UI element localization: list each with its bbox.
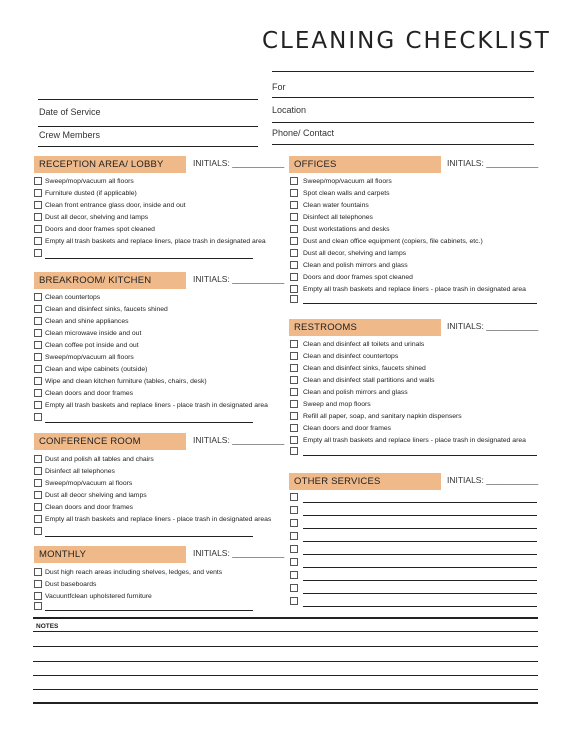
list-item: Clean countertops [45,294,101,301]
list-item: Clean and disinfect sinks, faucets shined [45,306,168,313]
list-item: Furniture dusted (if applicable) [45,190,137,197]
checkbox[interactable] [290,201,298,209]
checkbox[interactable] [290,424,298,432]
blank-entry-line[interactable] [303,567,537,568]
blank-entry-line[interactable] [303,515,537,516]
list-item: Sweep/mop/vacuum all floors [45,354,134,361]
list-item: Clean and disinfect all toilets and urinals [303,341,425,348]
list-item: Clean microwave inside and out [45,330,142,337]
list-item: Doors and door frames spot cleaned [303,274,413,281]
blank-entry-line[interactable] [303,541,537,542]
notes-bottom-rule [33,702,538,704]
checkbox[interactable] [34,568,42,576]
checkbox[interactable] [34,201,42,209]
location-field[interactable] [272,122,534,123]
checkbox[interactable] [290,225,298,233]
blank-entry-line[interactable] [303,528,537,529]
list-item: Dust all decor, shelving and lamps [303,250,407,257]
checkbox[interactable] [290,285,298,293]
checkbox[interactable] [290,519,298,527]
list-item: Doors and door frames spot cleaned [45,226,155,233]
list-item: Refill all paper, soap, and sanitary napkin dispensers [303,413,462,420]
checkbox[interactable] [290,376,298,384]
list-item: Clean water fountains [303,202,369,209]
checkbox[interactable] [290,545,298,553]
checkbox[interactable] [34,213,42,221]
offices-section-title: OFFICES [289,156,441,173]
blank-entry-line[interactable] [45,422,253,423]
list-item: Sweep/mop/vacuum all floors [303,178,392,185]
list-item: Clean and disinfect countertops [303,353,399,360]
offices-initials[interactable]: INITIALS: ___________ [447,158,539,168]
checkbox[interactable] [290,506,298,514]
list-item: Disinfect all telephones [45,468,115,475]
checkbox[interactable] [290,558,298,566]
checkbox[interactable] [34,353,42,361]
list-item: Dust all deocr shelving and lamps [45,492,147,499]
list-item: Spot clean walls and carpets [303,190,390,197]
checkbox[interactable] [290,237,298,245]
list-item: Dust and polish all tables and chairs [45,456,154,463]
list-item: Sweep and mop floors [303,401,371,408]
checkbox[interactable] [34,503,42,511]
checkbox[interactable] [34,377,42,385]
other-services-section-title: OTHER SERVICES [289,473,441,490]
checkbox[interactable] [290,400,298,408]
reception-section-title: RECEPTION AREA/ LOBBY [34,156,186,173]
checkbox[interactable] [290,249,298,257]
location-label: Location [272,105,307,115]
checkbox[interactable] [34,455,42,463]
checkbox[interactable] [290,493,298,501]
blank-entry-line[interactable] [303,554,537,555]
list-item: Dust and clean office equipment (copiers, file cabinets, etc.) [303,238,483,245]
list-item: Dust high reach areas including shelves, ledges, and vents [45,569,223,576]
checkbox[interactable] [34,467,42,475]
checkbox[interactable] [34,602,42,610]
notes-line[interactable] [33,675,538,676]
list-item: Vacuuntfclean upholstered furniture [45,593,152,600]
list-item: Clean and disinfect sinks, faucets shined [303,365,426,372]
conference-section-title: CONFERENCE ROOM [34,433,186,450]
header-top-line [272,71,534,72]
blank-entry-line[interactable] [303,606,537,607]
list-item: Sweep/mop/vacuum all floors [45,178,134,185]
blank-entry-line[interactable] [45,258,253,259]
checkbox[interactable] [34,580,42,588]
checkbox[interactable] [34,225,42,233]
list-item: Clean doors and door frames [45,504,134,511]
list-item: Sweep/mop/vacuum al floors [45,480,133,487]
restrooms-initials[interactable]: INITIALS: ___________ [447,321,539,331]
checkbox[interactable] [34,365,42,373]
notes-divider [33,617,538,619]
checkbox[interactable] [34,305,42,313]
notes-label: NOTES [36,623,59,630]
checkbox[interactable] [34,527,42,535]
checkbox[interactable] [290,571,298,579]
list-item: Empty all trash baskets and replace liners - place trash in designated area [45,402,268,409]
checkbox[interactable] [290,340,298,348]
list-item: Empty all trash baskets and replace liners - place trash in designated area [303,286,526,293]
checkbox[interactable] [290,295,298,303]
monthly-initials[interactable]: INITIALS: ___________ [193,548,285,558]
checkbox[interactable] [290,412,298,420]
list-item: Clean and polish mirrors and glass [303,262,408,269]
list-item: Clean and disinfect stall partitions and walls [303,377,435,384]
list-item: Empty all trash baskets and replace liners - place trash in designated area [303,437,526,444]
checkbox[interactable] [34,341,42,349]
checkbox[interactable] [34,249,42,257]
blank-entry-line[interactable] [303,502,537,503]
date-of-service-label: Date of Service [39,107,101,117]
other-services-initials[interactable]: INITIALS: ___________ [447,475,539,485]
list-item: Clean and polish mirrors and glass [303,389,408,396]
list-item: Clean and wipe cabinets (outside) [45,366,148,373]
checkbox[interactable] [290,364,298,372]
list-item: Dust baseboards [45,581,97,588]
checkbox[interactable] [34,189,42,197]
list-item: Clean doors and door frames [45,390,134,397]
phone-contact-field[interactable] [272,144,534,145]
checkbox[interactable] [34,329,42,337]
checkbox[interactable] [290,261,298,269]
list-item: Clean front entrance glass door, inside and out [45,202,186,209]
checkbox[interactable] [290,388,298,396]
crew-members-field[interactable] [38,146,258,147]
checkbox[interactable] [34,515,42,523]
blank-entry-line[interactable] [45,536,253,537]
checkbox[interactable] [34,317,42,325]
checkbox[interactable] [34,401,42,409]
checkbox[interactable] [34,592,42,600]
list-item: Wipe and clean kitchen furniture (tables, chairs, desk) [45,378,207,385]
checkbox[interactable] [290,532,298,540]
checkbox[interactable] [290,597,298,605]
phone-contact-label: Phone/ Contact [272,128,335,138]
checkbox[interactable] [290,213,298,221]
list-item: Clean and shine appliances [45,318,129,325]
checkbox[interactable] [34,237,42,245]
list-item: Disinfect all telephones [303,214,373,221]
list-item: Empty all trash baskets and replace liners, place trash in designated area [45,238,266,245]
list-item: Clean coffee pot inside and out [45,342,139,349]
checkbox[interactable] [290,436,298,444]
checkbox[interactable] [34,413,42,421]
notes-line[interactable] [33,661,538,662]
list-item: Clean doors and door frames [303,425,392,432]
checkbox[interactable] [290,189,298,197]
date-top-line [38,99,258,100]
list-item: Dust workstations and desks [303,226,390,233]
checkbox[interactable] [34,293,42,301]
date-of-service-field[interactable] [38,126,258,127]
checkbox[interactable] [290,177,298,185]
crew-members-label: Crew Members [39,130,101,140]
conference-initials[interactable]: INITIALS: ___________ [193,435,285,445]
checkbox[interactable] [34,177,42,185]
list-item: Dust all decor, shelving and lamps [45,214,149,221]
for-label: For [272,82,286,92]
reception-initials[interactable]: INITIALS: ___________ [193,158,285,168]
checkbox[interactable] [290,584,298,592]
blank-entry-line[interactable] [303,593,537,594]
checkbox[interactable] [34,389,42,397]
blank-entry-line[interactable] [303,580,537,581]
checkbox[interactable] [290,352,298,360]
notes-line[interactable] [33,646,538,647]
for-field[interactable] [272,97,534,98]
checkbox[interactable] [34,479,42,487]
notes-line[interactable] [33,631,538,632]
page-title: CLEANING CHECKLIST [262,28,551,54]
monthly-section-title: MONTHLY [34,546,186,563]
checkbox[interactable] [290,273,298,281]
restrooms-section-title: RESTROOMS [289,319,441,336]
breakroom-initials[interactable]: INITIALS: ___________ [193,274,285,284]
list-item: Empty all trash baskets and replace liners - place trash in designated areas [45,516,272,523]
blank-entry-line[interactable] [45,610,253,611]
checkbox[interactable] [34,491,42,499]
blank-entry-line[interactable] [303,303,537,304]
blank-entry-line[interactable] [303,455,537,456]
breakroom-section-title: BREAKROOM/ KITCHEN [34,272,186,289]
notes-line[interactable] [33,689,538,690]
checkbox[interactable] [290,447,298,455]
